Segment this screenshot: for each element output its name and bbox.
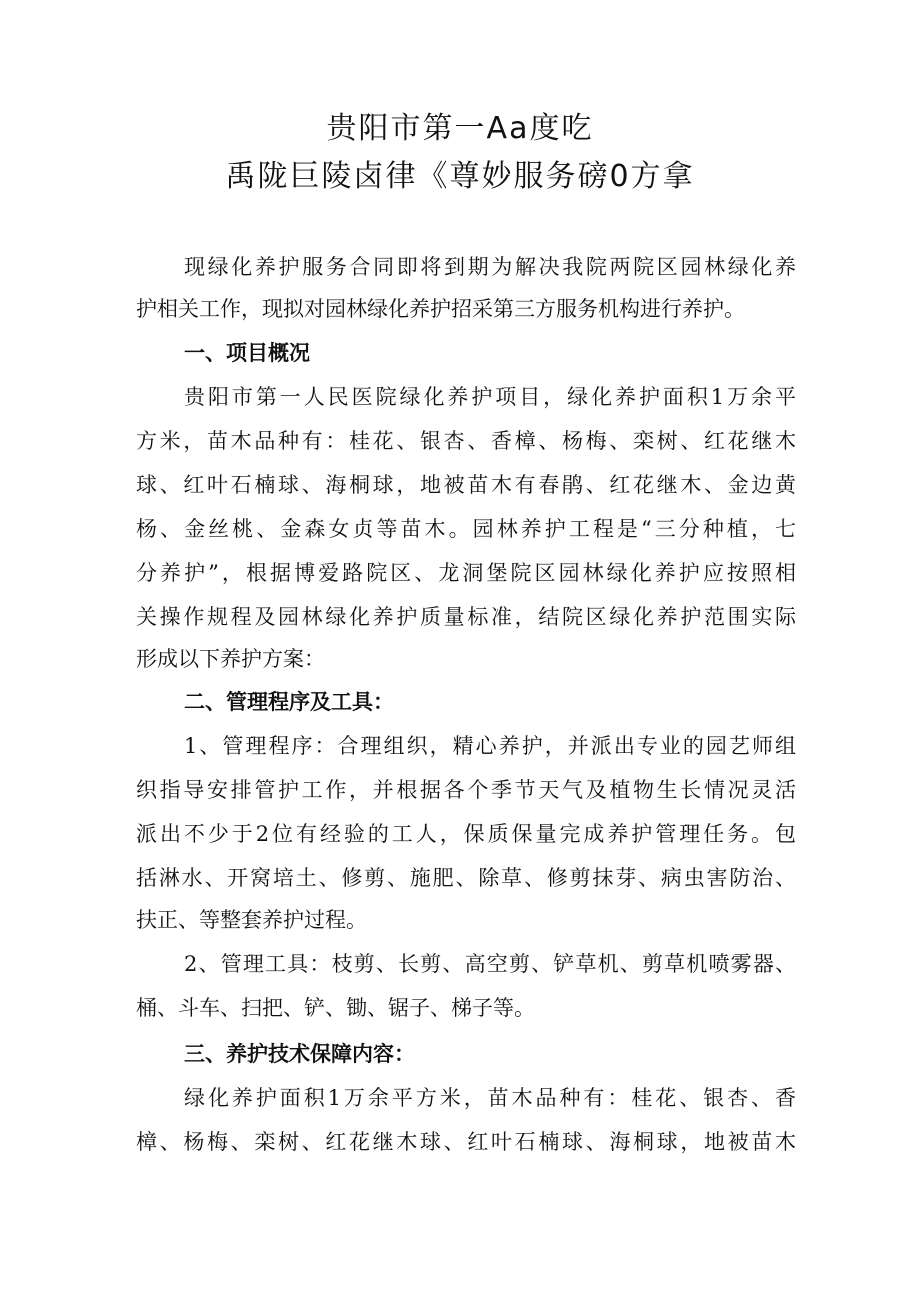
procedure-paragraph-line: 括淋水、开窝培土、修剪、施肥、除草、修剪抹芽、病虫害防治、 <box>136 866 796 890</box>
overview-paragraph-line: 球、红叶石楠球、海桐球，地被苗木有春鹃、红花继木、金边黄 <box>136 473 796 497</box>
overview-paragraph-line: 关操作规程及园林绿化养护质量标准，结院区绿化养护范围实际 <box>136 605 796 629</box>
section-heading-procedures: 二、管理程序及工具： <box>184 690 394 714</box>
overview-paragraph-line: 分养护”，根据博爱路院区、龙洞堡院区园林绿化养护应按照相 <box>136 561 796 585</box>
overview-paragraph-line: 贵阳市第一人民医院绿化养护项目，绿化养护面积1万余平 <box>184 385 796 409</box>
overview-paragraph-line: 方米，苗木品种有：桂花、银杏、香樟、杨梅、栾树、红花继木 <box>136 429 796 453</box>
section-heading-overview: 一、项目概况 <box>184 341 310 365</box>
procedure-paragraph-line: 派出不少于2位有经验的工人，保质保量完成养护管理任务。包 <box>136 822 796 846</box>
section-heading-technical: 三、养护技术保障内容： <box>184 1042 415 1066</box>
technical-paragraph-line: 绿化养护面积1万余平方米，苗木品种有：桂花、银杏、香 <box>184 1086 796 1110</box>
procedure-paragraph-line: 织指导安排管护工作，并根据各个季节天气及植物生长情况灵活 <box>136 778 796 802</box>
tools-paragraph-line: 2、管理工具：枝剪、长剪、高空剪、铲草机、剪草机喷雾器、 <box>184 952 796 976</box>
document-title-line-2: 禹陇巨陵卤律《尊妙服务磅0方拿 <box>225 159 695 194</box>
intro-paragraph-line: 现绿化养护服务合同即将到期为解决我院两院区园林绿化养 <box>184 255 796 279</box>
technical-paragraph-line: 樟、杨梅、栾树、红花继木球、红叶石楠球、海桐球，地被苗木 <box>136 1130 796 1154</box>
document-title-line-1: 贵阳市第一Aa度吃 <box>326 111 594 146</box>
tools-paragraph-line: 桶、斗车、扫把、铲、锄、锯子、梯子等。 <box>136 996 535 1020</box>
overview-paragraph-line: 形成以下养护方案： <box>136 647 325 671</box>
intro-paragraph-line: 护相关工作，现拟对园林绿化养护招采第三方服务机构进行养护。 <box>136 297 745 321</box>
procedure-paragraph-line: 扶正、等整套养护过程。 <box>136 908 367 932</box>
overview-paragraph-line: 杨、金丝桃、金森女贞等苗木。园林养护工程是“三分种植，七 <box>136 517 796 541</box>
procedure-paragraph-line: 1、管理程序：合理组织，精心养护，并派出专业的园艺师组 <box>184 734 796 758</box>
